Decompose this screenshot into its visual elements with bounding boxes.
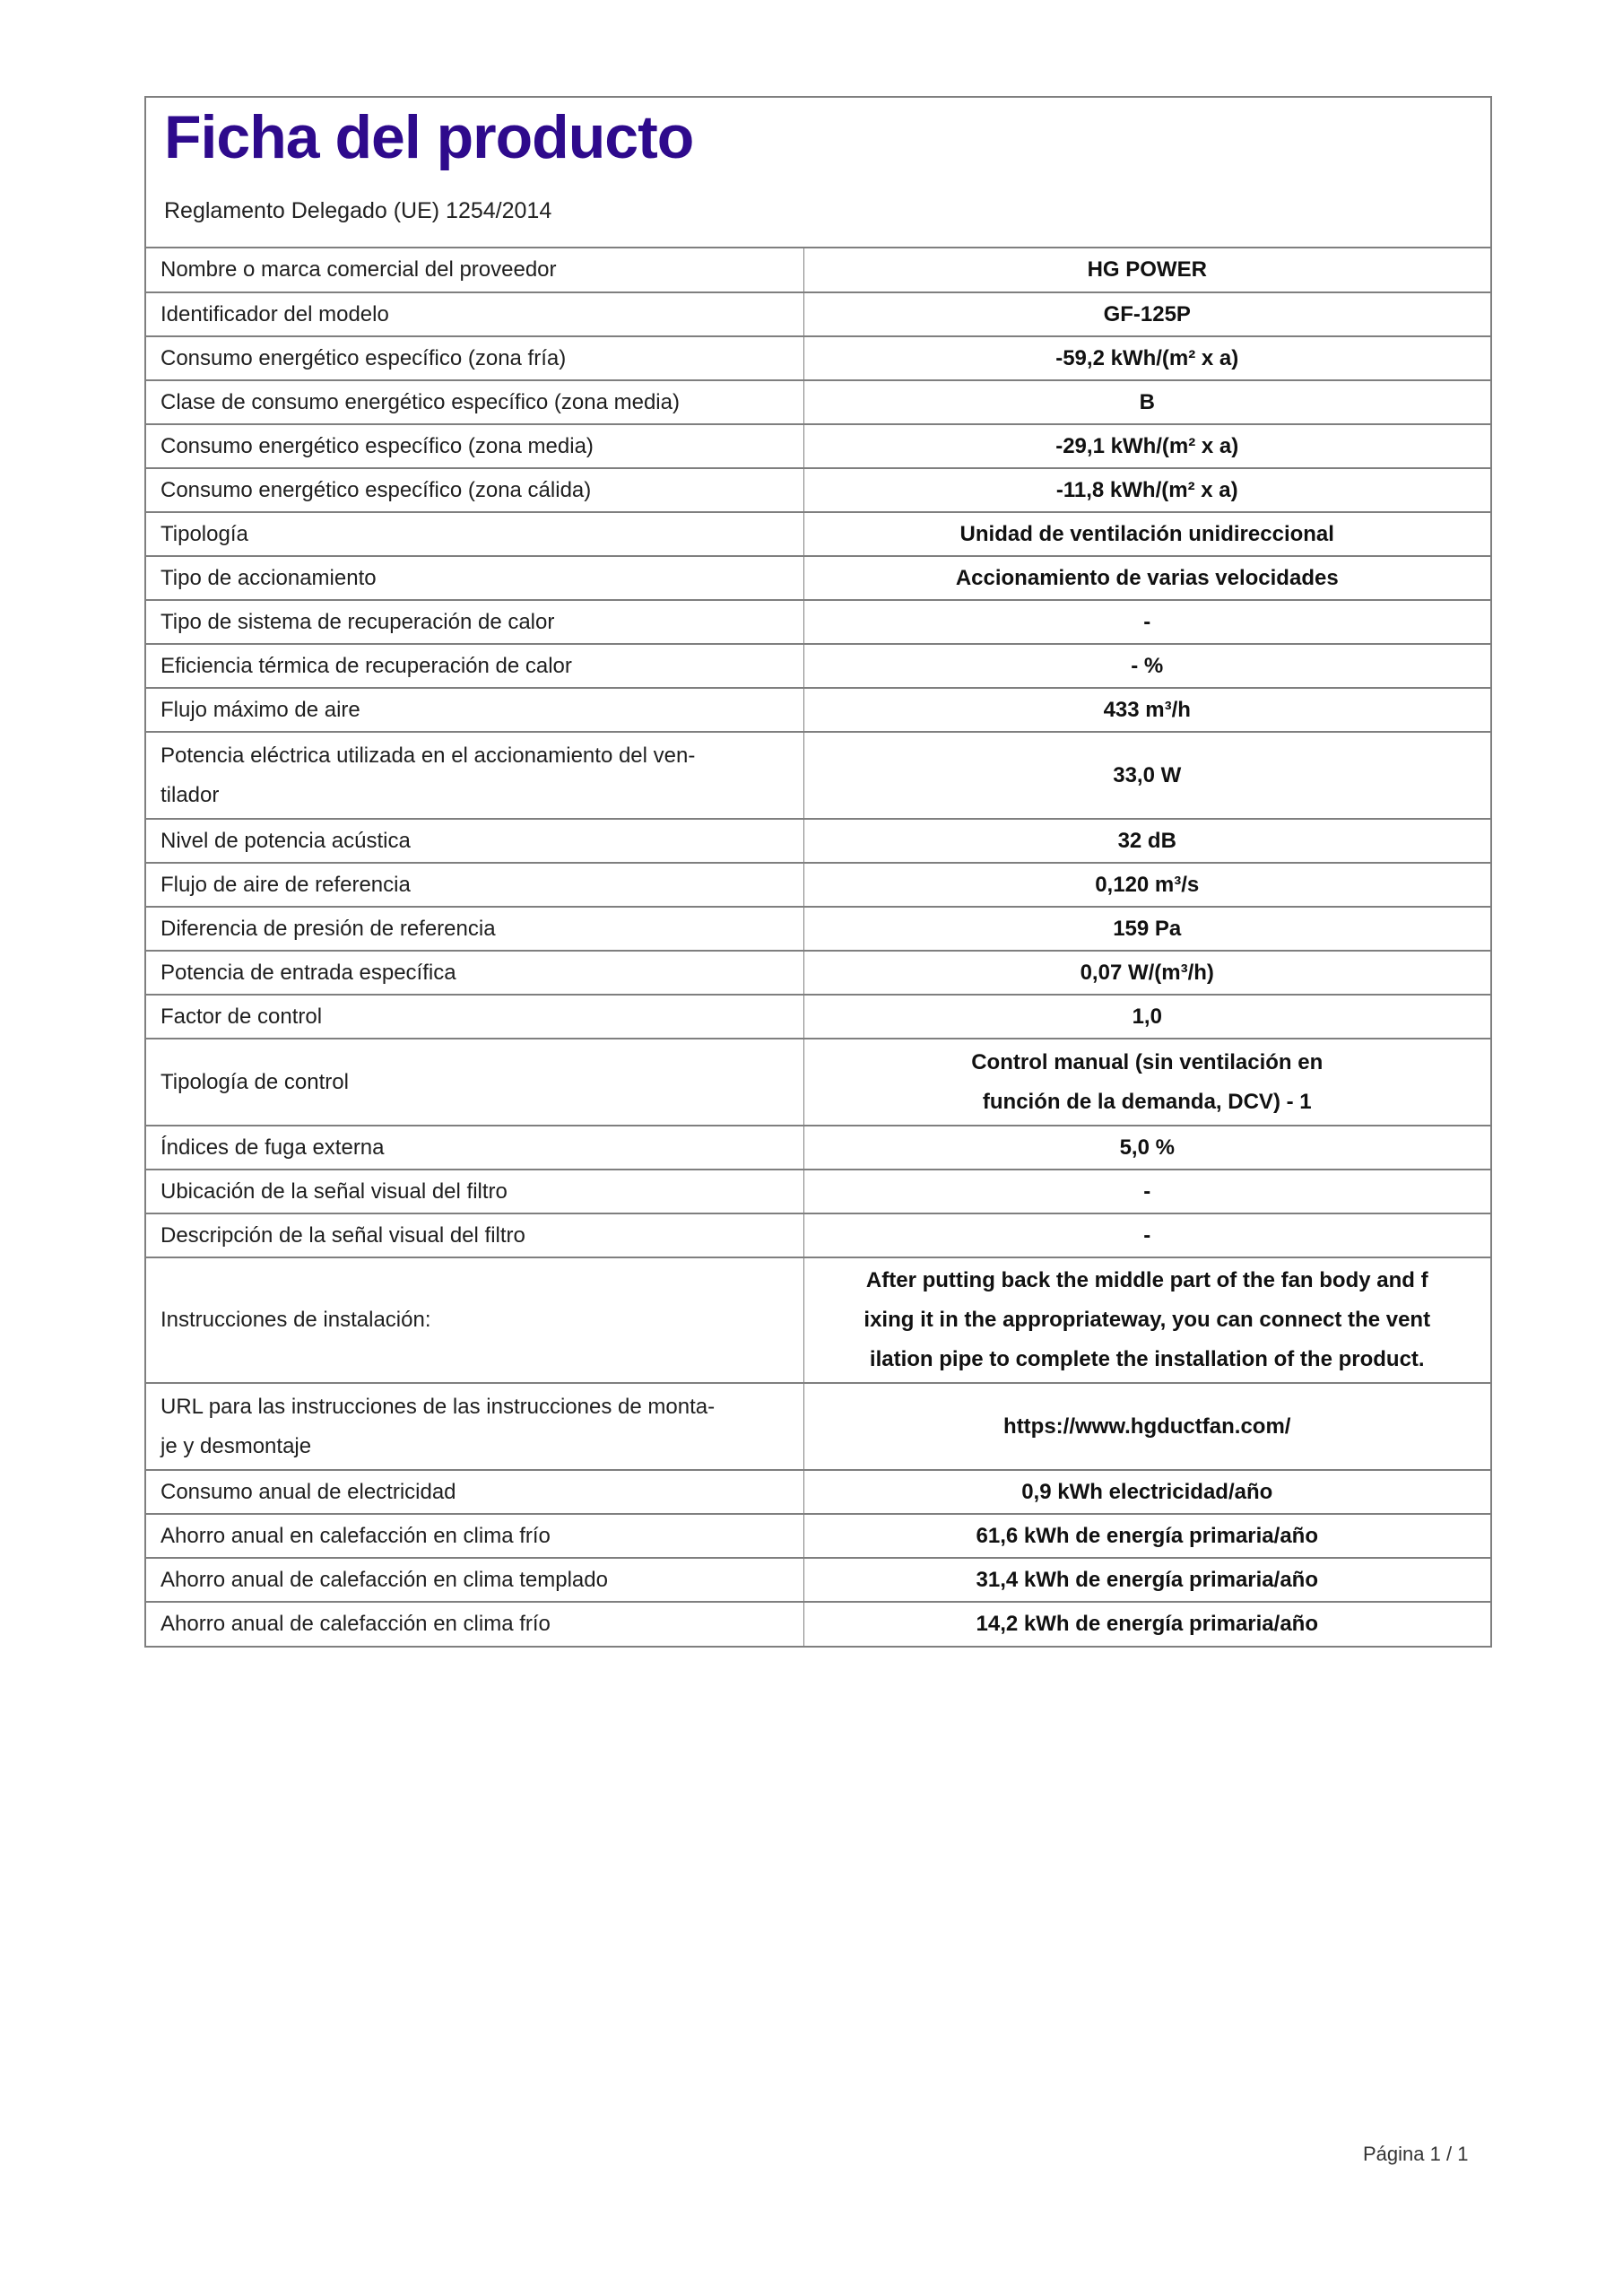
table-row (146, 1558, 1490, 1602)
table-row (146, 1170, 1490, 1213)
sheet-header (146, 98, 1490, 248)
row-value (803, 907, 1490, 951)
table-row (146, 1470, 1490, 1514)
row-value (803, 512, 1490, 556)
row-label (146, 1126, 803, 1170)
row-value-line: GF-125P (1103, 301, 1191, 326)
row-value-line: 14,2 kWh de energía primaria/año (976, 1612, 1318, 1636)
table-row (146, 1213, 1490, 1257)
row-label-line: Potencia eléctrica utilizada en el accionamiento del ven- (161, 743, 696, 768)
row-value (803, 644, 1490, 688)
table-row (146, 1126, 1490, 1170)
row-label (146, 380, 803, 424)
table-row (146, 688, 1490, 732)
row-label-line: Identificador del modelo (161, 301, 389, 326)
row-label (146, 644, 803, 688)
row-value-line: HG POWER (1087, 257, 1207, 282)
row-label (146, 1170, 803, 1213)
table-row (146, 292, 1490, 336)
row-value (803, 1602, 1490, 1646)
row-label (146, 1039, 803, 1126)
row-value (803, 556, 1490, 600)
row-label (146, 951, 803, 995)
table-row (146, 1514, 1490, 1558)
row-value-line: ixing it in the appropriateway, you can connect the vent (864, 1308, 1431, 1332)
table-row (146, 468, 1490, 512)
row-label (146, 1257, 803, 1383)
row-label (146, 248, 803, 292)
row-value-line: Control manual (sin ventilación en (971, 1049, 1324, 1074)
row-label-line: Ahorro anual en calefacción en clima frío (161, 1523, 551, 1548)
row-value-line: función de la demanda, DCV) - 1 (982, 1089, 1312, 1114)
row-label (146, 468, 803, 512)
row-value-line: 33,0 W (1113, 762, 1182, 787)
row-value-line: 0,9 kWh electricidad/año (1021, 1479, 1273, 1504)
row-value (803, 1558, 1490, 1602)
row-label (146, 1383, 803, 1470)
row-value (803, 1213, 1490, 1257)
row-value-line: - (1143, 609, 1151, 634)
row-label-line: Clase de consumo energético específico (zona media) (161, 389, 680, 414)
row-value-line: -11,8 kWh/(m² x a) (1055, 477, 1238, 502)
row-label (146, 1558, 803, 1602)
row-label-line: Índices de fuga externa (161, 1135, 385, 1160)
row-value (803, 1039, 1490, 1126)
row-value-line: 0,120 m³/s (1095, 872, 1200, 897)
row-label (146, 688, 803, 732)
row-value (803, 951, 1490, 995)
table-row (146, 1257, 1490, 1383)
row-label-line: Nombre o marca comercial del proveedor (161, 257, 557, 282)
row-value (803, 863, 1490, 907)
table-row (146, 556, 1490, 600)
row-value-line: 5,0 % (1119, 1135, 1175, 1160)
row-value (803, 336, 1490, 380)
spec-table-body (146, 248, 1490, 1646)
row-value-line: 0,07 W/(m³/h) (1080, 960, 1214, 985)
row-label-line: Nivel de potencia acústica (161, 828, 411, 853)
row-label-line: Consumo energético específico (zona fría) (161, 345, 567, 370)
page-title: Ficha del producto (164, 103, 694, 171)
row-value (803, 1126, 1490, 1170)
table-row (146, 863, 1490, 907)
row-value (803, 1170, 1490, 1213)
product-sheet (144, 96, 1492, 1648)
row-label (146, 292, 803, 336)
table-row (146, 819, 1490, 863)
row-label-line: Ahorro anual de calefacción en clima templado (161, 1567, 608, 1592)
row-value-line: 61,6 kWh de energía primaria/año (976, 1523, 1318, 1548)
row-value-line: https://www.hgductfan.com/ (1003, 1413, 1291, 1439)
table-row (146, 644, 1490, 688)
row-value-line: Accionamiento de varias velocidades (955, 565, 1339, 590)
table-row (146, 512, 1490, 556)
row-value (803, 1514, 1490, 1558)
table-row (146, 907, 1490, 951)
row-label (146, 1602, 803, 1646)
table-row (146, 380, 1490, 424)
table-row (146, 336, 1490, 380)
spec-table (146, 248, 1490, 1646)
row-value (803, 688, 1490, 732)
row-value-line: B (1139, 389, 1155, 414)
row-value (803, 424, 1490, 468)
row-label (146, 863, 803, 907)
table-row (146, 995, 1490, 1039)
row-label-line: Consumo energético específico (zona cálida) (161, 477, 592, 502)
row-label-line: Potencia de entrada específica (161, 960, 456, 985)
row-label-line: Consumo energético específico (zona media) (161, 433, 594, 458)
row-label-line: Diferencia de presión de referencia (161, 916, 496, 941)
row-label (146, 1470, 803, 1514)
row-value (803, 1257, 1490, 1383)
row-value-line: -59,2 kWh/(m² x a) (1055, 345, 1239, 370)
row-value-line: 159 Pa (1113, 916, 1182, 941)
row-label (146, 556, 803, 600)
row-label-line: Tipología de control (161, 1069, 349, 1094)
table-row (146, 1039, 1490, 1126)
row-label (146, 819, 803, 863)
row-label (146, 1514, 803, 1558)
row-value-line: 1,0 (1132, 1004, 1162, 1029)
row-label-line: Tipo de sistema de recuperación de calor (161, 609, 555, 634)
row-value-line: Unidad de ventilación unidireccional (959, 521, 1334, 546)
table-row (146, 1383, 1490, 1470)
row-label-line: URL para las instrucciones de las instrucciones de monta- (161, 1394, 716, 1419)
row-label-line: Tipología (161, 521, 248, 546)
row-label-line: Flujo de aire de referencia (161, 872, 411, 897)
row-label-line: Eficiencia térmica de recuperación de calor (161, 653, 572, 678)
table-row (146, 248, 1490, 292)
table-row (146, 600, 1490, 644)
row-label-line: Consumo anual de electricidad (161, 1479, 456, 1504)
row-label (146, 1213, 803, 1257)
row-label-line: tilador (161, 782, 220, 807)
row-value-line: - (1143, 1178, 1151, 1204)
row-value-line: -29,1 kWh/(m² x a) (1055, 433, 1239, 458)
row-value (803, 995, 1490, 1039)
page-number: Página 1 / 1 (1363, 2143, 1469, 2165)
row-label-line: Instrucciones de instalación: (161, 1308, 431, 1332)
row-value (803, 380, 1490, 424)
row-label-line: Flujo máximo de aire (161, 697, 360, 722)
row-value (803, 468, 1490, 512)
row-value (803, 732, 1490, 819)
row-value-line: 31,4 kWh de energía primaria/año (976, 1567, 1318, 1592)
table-row (146, 951, 1490, 995)
row-label-line: Descripción de la señal visual del filtro (161, 1222, 525, 1248)
row-label-line: Ahorro anual de calefacción en clima frío (161, 1612, 551, 1636)
table-row (146, 424, 1490, 468)
row-value (803, 248, 1490, 292)
row-value (803, 1470, 1490, 1514)
row-value (803, 292, 1490, 336)
row-label (146, 336, 803, 380)
row-label (146, 512, 803, 556)
table-row (146, 732, 1490, 819)
row-label (146, 732, 803, 819)
row-label-line: Tipo de accionamiento (161, 565, 377, 590)
row-label-line: Ubicación de la señal visual del filtro (161, 1178, 508, 1204)
row-label-line: je y desmontaje (161, 1433, 312, 1458)
row-value-line: - % (1131, 653, 1164, 678)
row-value-line: After putting back the middle part of the fan body and f (865, 1268, 1428, 1292)
row-label (146, 907, 803, 951)
row-value-line: - (1143, 1222, 1151, 1248)
row-value (803, 1383, 1490, 1470)
row-label (146, 424, 803, 468)
row-label (146, 600, 803, 644)
row-value-line: 32 dB (1117, 828, 1176, 853)
row-value-line: 433 m³/h (1103, 697, 1191, 722)
row-value (803, 600, 1490, 644)
row-label-line: Factor de control (161, 1004, 323, 1029)
row-value-line: ilation pipe to complete the installation of the product. (869, 1347, 1425, 1371)
table-row (146, 1602, 1490, 1646)
regulation-subtitle: Reglamento Delegado (UE) 1254/2014 (164, 198, 552, 223)
row-label (146, 995, 803, 1039)
row-value (803, 819, 1490, 863)
